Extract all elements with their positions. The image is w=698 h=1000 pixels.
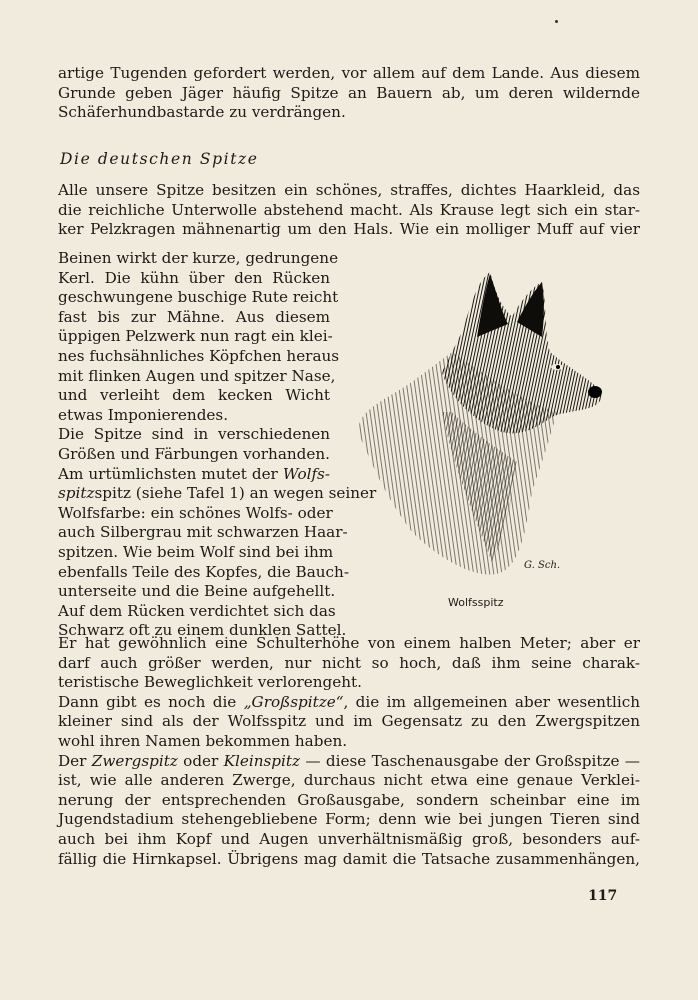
dog-head-drawing (352, 262, 612, 592)
text-fragment: oder (177, 751, 224, 770)
text-line: Schwarz oft zu einem dunklen Sattel. (58, 621, 347, 640)
text-line: nes fuchsähnliches Köpfchen heraus (58, 346, 340, 365)
text-line: üppigen Pelzwerk nun ragt ein klei- (58, 327, 333, 346)
text-line: geschwungene buschige Rute reicht (58, 288, 339, 307)
text-line: nerung der entsprechenden Großausgabe, sondern scheinbar eine im (58, 790, 640, 809)
text-line: mit flinken Augen und spitzer Nase, (58, 366, 336, 385)
text-fragment: Der (58, 751, 92, 770)
text-line: Auf dem Rücken verdichtet sich das (58, 601, 336, 620)
text-line: etwas Imponierendes. (58, 405, 229, 424)
text-line (58, 693, 640, 713)
breed-term-kleinspitz: Kleinspitz (223, 751, 300, 770)
figure-caption: Wolfsspitz (448, 596, 504, 609)
page-number: 117 (588, 888, 618, 904)
text-line: fällig die Hirnkapsel. Übrigens mag damit die Tatsache zusammenhängen, (58, 849, 640, 868)
text-line: fast bis zur Mähne. Aus diesem (58, 307, 330, 326)
breed-term-zwergspitz: Zwergspitz (91, 751, 178, 770)
artist-signature: G. Sch. (524, 560, 561, 571)
text-fragment: — diese Taschenausgabe der Großspitze — (299, 751, 640, 770)
text-fragment: Dann gibt es noch die (58, 692, 244, 711)
text-line (58, 484, 377, 504)
text-line: kleiner sind als der Wolfsspitz und im Gegensatz zu den Zwergspitzen (58, 712, 640, 731)
text-line: spitzen. Wie beim Wolf sind bei ihm (58, 542, 334, 561)
text-line: artige Tugenden gefordert werden, vor allem auf dem Lande. Aus diesem (58, 64, 640, 82)
text-line: unterseite und die Beine aufgehellt. (58, 582, 336, 601)
narrow-column-text (58, 249, 377, 641)
text-line: ebenfalls Teile des Kopfes, die Bauch- (58, 562, 349, 581)
section-heading: Die deutschen Spitze (60, 150, 259, 168)
text-line: die reichliche Unterwolle abstehend macht. Als Krause legt sich ein star- (58, 200, 640, 219)
text-line: Alle unsere Spitze besitzen ein schönes, straffes, dichtes Haarkleid, das (58, 181, 640, 199)
intro-paragraph (58, 64, 640, 123)
text-line: Grunde geben Jäger häufig Spitze an Bauern ab, um deren wildernde (58, 83, 640, 102)
breed-term-grossspitze: „Großspitze“ (243, 692, 344, 711)
text-fragment: Am urtümlichsten mutet der (58, 464, 283, 483)
text-line: ker Pelzkragen mähnenartig um den Hals. Wie ein molliger Muff auf vier (58, 220, 640, 239)
text-line: Jugendstadium stehengebliebene Form; denn wie bei jungen Tieren sind (58, 810, 640, 829)
speck (555, 20, 558, 23)
text-line: auch Silbergrau mit schwarzen Haar- (58, 523, 348, 542)
text-line: ist, wie alle anderen Zwerge, durchaus nicht etwa eine genaue Verklei- (58, 771, 640, 790)
text-line: Er hat gewöhnlich eine Schulterhöhe von einem halben Meter; aber er (58, 634, 640, 652)
text-fragment: , die im allgemeinen aber wesentlich (343, 692, 640, 711)
text-line: darf auch größer werden, nur nicht so hoch, daß ihm seine charak- (58, 653, 640, 672)
text-line (58, 465, 330, 485)
text-line (58, 752, 640, 772)
paragraph-sizes (58, 634, 640, 869)
paragraph-intro-spitze (58, 181, 640, 240)
text-line: Beinen wirkt der kurze, gedrungene (58, 249, 339, 267)
breed-term-wolfsspitz: spitz (58, 484, 95, 503)
text-line: teristische Beweglichkeit verlorengeht. (58, 673, 362, 692)
text-line: Die Spitze sind in verschiedenen (58, 425, 330, 444)
text-line: Kerl. Die kühn über den Rücken (58, 268, 330, 287)
breed-term-wolfsspitz: Wolfs- (282, 464, 330, 483)
text-fragment: spitz (siehe Tafel 1) an wegen seiner (94, 484, 377, 503)
text-line: Größen und Färbungen vorhanden. (58, 444, 330, 463)
text-line: auch bei ihm Kopf und Augen unverhältnismäßig groß, besonders auf- (58, 829, 640, 848)
text-line: Schäferhundbastarde zu verdrängen. (58, 103, 346, 122)
text-line: und verleiht dem kecken Wicht (58, 386, 330, 405)
wolfsspitz-illustration (352, 262, 612, 592)
text-line: Wolfsfarbe: ein schönes Wolfs- oder (58, 503, 333, 522)
text-line: wohl ihren Namen bekommen haben. (58, 731, 348, 750)
